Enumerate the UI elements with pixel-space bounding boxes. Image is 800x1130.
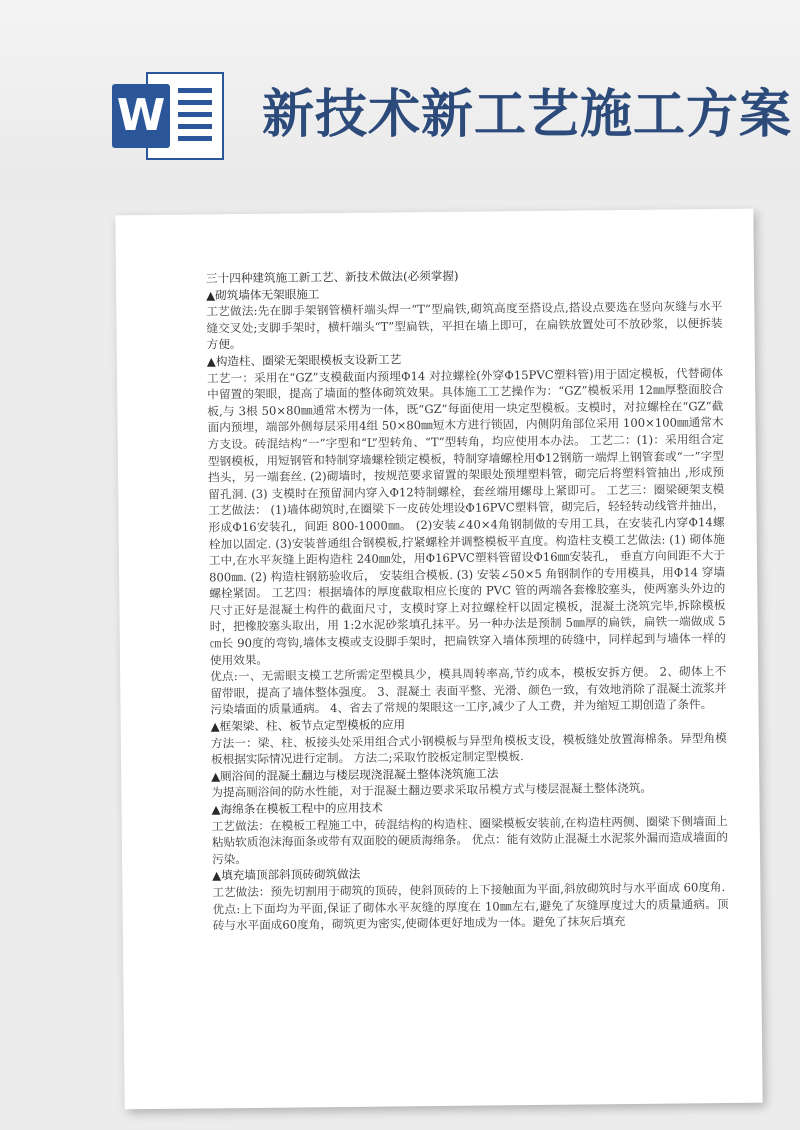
body-paragraph: 方法一：梁、柱、板接头处采用组合式小钢模板与异型角模板支设，模板缝处放置海棉条。异型角模板根据实际情况进行定制。 方法二;采取竹胶板定制定型模板. bbox=[210, 730, 727, 767]
body-paragraph: 工艺做法：在模板工程施工中，砖混结构的构造柱、圈梁模板安装前,在构造柱两侧、圈梁下侧墙面上粘贴软质泡沫海面条或带有双面胶的硬质海绵条。 优点：能有效防止混凝土水泥浆外漏而造成墙面的污染。 bbox=[211, 813, 728, 867]
section-heading: ▲厕浴间的混凝土翻边与楼层现浇混凝土整体浇筑施工法 bbox=[211, 766, 499, 784]
body-paragraph: 工艺做法：预先切割用于砌筑的顶砖，使斜顶砖的上下接触面为平面,斜放砌筑时与水平面成 60度角. bbox=[212, 879, 726, 900]
body-paragraph: 优点:上下面均为平面,保证了砌体水平灰缝的厚度在 10㎜左右,避免了灰缝厚度过大的质量通病。顶砖与水平面成60度角，砌筑更为密实,使砌体更好地成为一体。避免了抹灰后填充 bbox=[212, 896, 729, 933]
body-paragraph: 为提高厕浴间的防水性能，对于混凝土翻边要求采取吊模方式与楼层混凝土整体浇筑。 bbox=[211, 781, 653, 800]
word-document-icon bbox=[112, 72, 224, 160]
section-heading: ▲构造柱、圈梁无架眼模板支设新工艺 bbox=[206, 352, 402, 369]
document-page bbox=[115, 209, 762, 1110]
document-title: 三十四种建筑施工新工艺、新技术做法(必须掌握) bbox=[205, 268, 459, 286]
section-heading: ▲海绵条在模板工程中的应用技术 bbox=[211, 800, 383, 817]
body-paragraph: 工艺一：采用在“GZ”支模截面内预埋Φ14 对拉螺栓(外穿Φ15PVC塑料管)用于固定模板，代替砌体中留置的架眼，提高了墙面的整体砌筑效果。具体施工工艺操作为：“GZ”模板采用 12㎜厚整面胶合板,与 3根 50×80㎜通常木楞为一体，既“GZ”每面使用一块定型模板。支模时，对拉螺栓在“GZ”截面内预埋，端部外侧每层采用4组 50×80㎜短木方进行锁固，内侧阴角部位采用 100×100㎜通常木方支设。砖混结构“一”字型和“L”型转角、“T”型转角，均应使用本办法。 工艺二：(1)：采用组合定型钢模板，用短钢管和特制穿墙螺栓锁定模板，特制穿墙螺栓用Φ12钢筋一端焊上钢管套或“一”字型挡头，另一端套丝. (2)砌墙时，按规范要求留置的架眼处预埋塑料管，砌完后将塑料管抽出 ,形成预留孔洞. (3) 支模时在预留洞内穿入Φ12特制螺栓，套丝端用螺母上紧即可。 工艺三：圈梁硬架支模工艺做法： (1)墙体砌筑时,在圈梁下一皮砖处埋设Φ16PVC塑料管，砌完后，轻轻转动线管并抽出，形成Φ16安装孔，间距 800-1000㎜。 (2)安装∠40×4角钢制做的专用工具，在安装孔内穿Φ14螺栓加以固定. (3)安装普通组合钢模板,拧紧螺栓并调整模板平直度。构造柱支模工艺做法: (1) 砌体施工中,在水平灰缝上距构造柱 240㎜处，用Φ16PVC塑料管留设Φ16㎜安装孔， 垂直方向间距不大于 800㎜. (2) 构造柱钢筋验收后， 安装组合模板. (3) 安装∠50×5 角钢制作的专用模具，用Φ14 穿墙螺栓紧固。 工艺四：根据墙体的厚度截取相应长度的 PVC 管的两端各套橡胶塞头，使两塞头外边的尺寸正好是混凝土构件的截面尺寸，支模时穿上对拉螺栓杆以固定模板，混凝土浇筑完毕,拆除模板时，把橡胶塞头取出，用 1:2水泥砂浆填孔抹平。另一种办法是预制 5㎜厚的扁铁，扁铁一端做成 5㎝长 90度的弯钩,墙体支模或支设脚手架时，把扁铁穿入墙体预埋的砖缝中，同样起到与墙体一样的使用效果。 bbox=[206, 365, 726, 668]
body-paragraph: 优点:一、无需眼支模工艺所需定型模具少，模具周转率高,节约成本，模板安拆方便。 2、砌体上不留带眼，提高了墙体整体强度。 3、混凝土 表面平整、光滑、颜色一致，有效地消除了混凝土流浆并污染墙面的质量通病。 4、省去了常规的架眼这一工序,减少了人工费，并为缩短工期创造了条件。 bbox=[210, 664, 727, 717]
section-heading: ▲砌筑墙体无架眼施工 bbox=[206, 286, 320, 303]
banner bbox=[0, 0, 800, 200]
body-paragraph: 工艺做法:先在脚手架钢管横杆端头焊一“T”型扁铁,砌筑高度至搭设点,搭设点要选在竖向灰缝与水平缝交叉处;支脚手架时，横杆端头“T”型扁铁，平担在墙上即可，在扁铁放置处可不放砂浆，以便拆装方便。 bbox=[206, 299, 723, 352]
banner-title: 新技术新工艺施工方案 bbox=[262, 85, 793, 145]
document-body bbox=[206, 265, 729, 934]
word-logo-letter: W bbox=[112, 84, 170, 148]
section-heading: ▲填充墙顶部斜顶砖砌筑做法 bbox=[212, 867, 361, 883]
section-heading: ▲框架梁、柱、板节点定型模板的应用 bbox=[210, 717, 406, 734]
